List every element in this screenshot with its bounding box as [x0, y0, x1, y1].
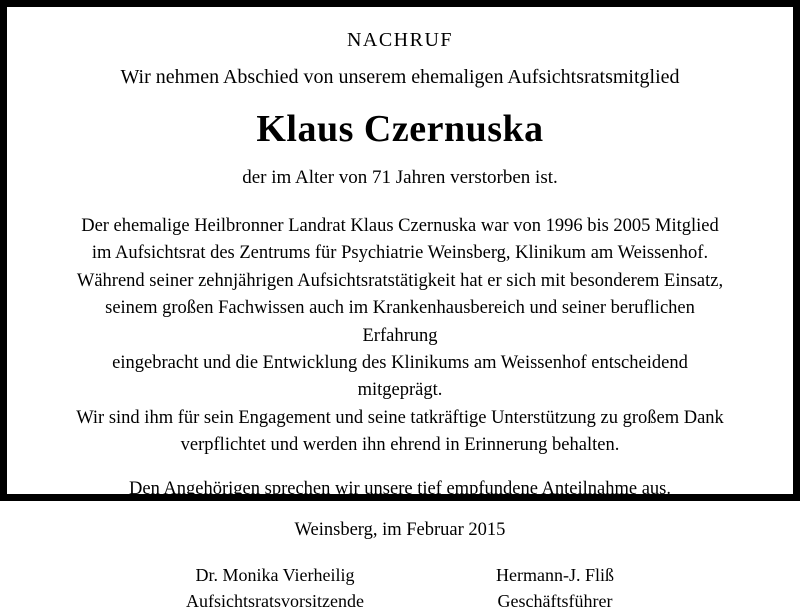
signer-role: Geschäftsführer — [497, 590, 613, 611]
body-line: Während seiner zehnjährigen Aufsichtsratstätigkeit hat er sich mit besonderem Einsatz, — [76, 270, 724, 291]
body-line: eingebracht und die Entwicklung des Klinikums am Weissenhof entscheidend mitgeprägt. — [112, 352, 688, 401]
place-and-date: Weinsberg, im Februar 2015 — [294, 520, 506, 541]
age-line: der im Alter von 71 Jahren verstorben ist. — [242, 167, 558, 188]
notice-headline: NACHRUF — [346, 29, 454, 51]
notice-intro: Wir nehmen Abschied von unserem ehemaligen Aufsichtsratsmitglied — [120, 66, 680, 88]
condolence-line: Den Angehörigen sprechen wir unsere tief empfundene Anteilnahme aus. — [129, 479, 671, 500]
signer-role: Aufsichtsratsvorsitzende — [186, 590, 364, 611]
signer-name: Hermann-J. Fliß — [496, 565, 614, 586]
body-line: Wir sind ihm für sein Engagement und seine tatkräftige Unterstützung zu großem Dank — [76, 407, 724, 428]
signer-first — [186, 563, 364, 613]
signer-second — [496, 563, 614, 613]
body-line: im Aufsichtsrat des Zentrums für Psychiatrie Weinsberg, Klinikum am Weissenhof. — [91, 243, 709, 264]
deceased-name: Klaus Czernuska — [256, 108, 544, 150]
body-line: seinem großen Fachwissen auch im Krankenhausbereich und seiner beruflichen Erfahrung — [105, 298, 695, 346]
notice-body — [70, 213, 730, 459]
signers-row — [120, 563, 680, 613]
body-line: Der ehemalige Heilbronner Landrat Klaus Czernuska war von 1996 bis 2005 Mitglied — [81, 216, 719, 236]
body-line: verpflichtet und werden ihn ehrend in Erinnerung behalten. — [180, 435, 620, 455]
signer-name: Dr. Monika Vierheilig — [195, 565, 355, 586]
